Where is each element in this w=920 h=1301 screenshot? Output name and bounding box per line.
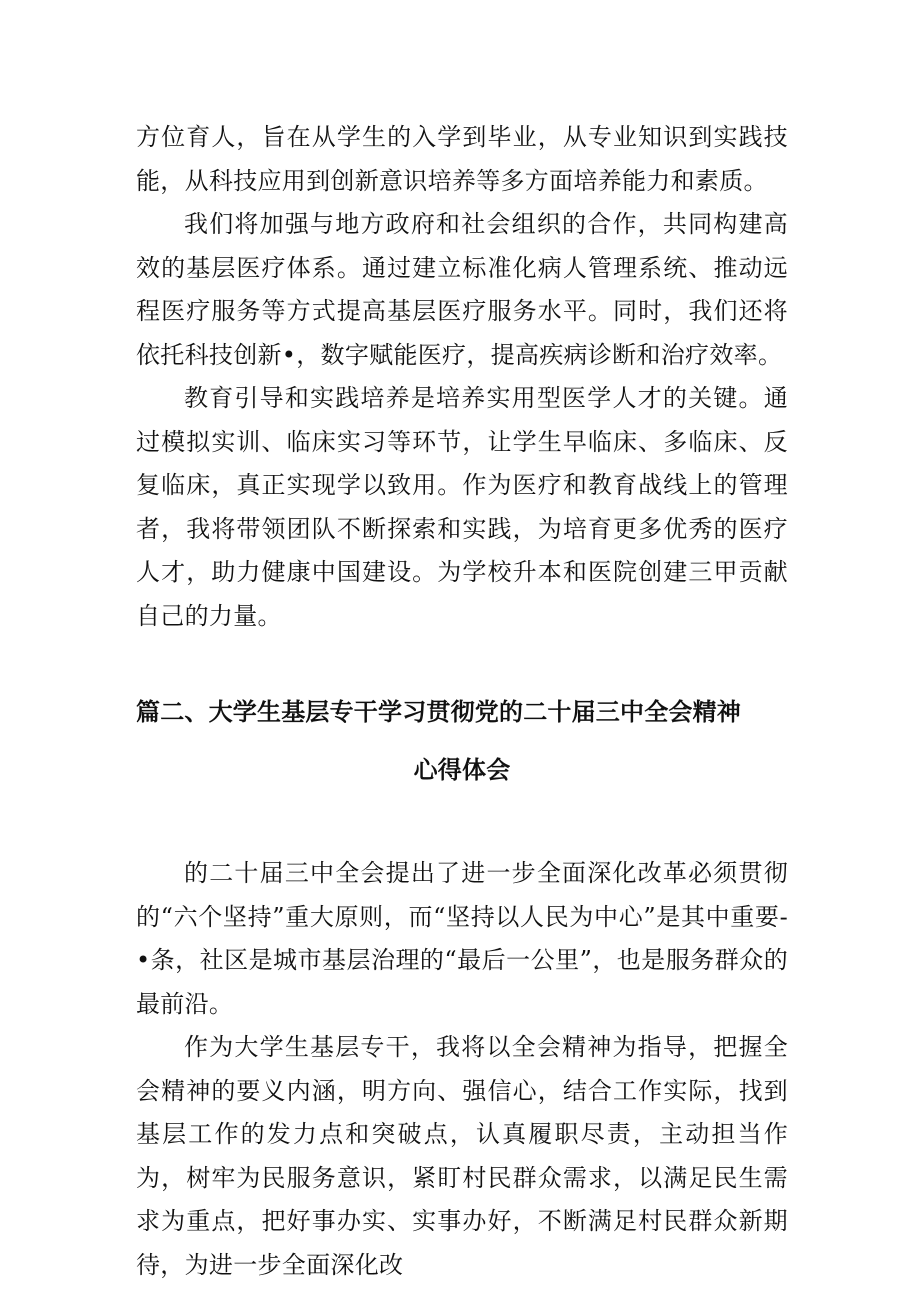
section-subtitle: 心得体会 — [413, 756, 511, 784]
paragraph-medical-cooperation: 我们将加强与地方政府和社会组织的合作，共同构建高效的基层医疗体系。通过建立标准化病人管理系统、推动远程医疗服务等方式提高基层医疗服务水平。同时，我们还将依托科技创新•，数字赋能医疗，提高疾病诊断和治疗效率。 — [136, 210, 788, 369]
section-title: 篇二、大学生基层专干学习贯彻党的二十届三中全会精神 — [136, 698, 741, 726]
paragraph-grassroots-work: 作为大学生基层专干，我将以全会精神为指导，把握全会精神的要义内涵，明方向、强信心，结合工作实际，找到基层工作的发力点和突破点，认真履职尽责，主动担当作为，树牢为民服务意识，紧盯村民群众需求，以满足民生需求为重点，把好事办实、实事办好，不断满足村民群众新期待，为进一步全面深化改 — [136, 1033, 788, 1279]
document-body — [136, 116, 788, 1287]
paragraph-education-practice: 教育引导和实践培养是培养实用型医学人才的关键。通过模拟实训、临床实习等环节，让学生早临床、多临床、反复临床，真正实现学以致用。作为医疗和教育战线上的管理者，我将带领团队不断探索和实践，为培育更多优秀的医疗人才，助力健康中国建设。为学校升本和医院创建三甲贡献自己的力量。 — [136, 384, 788, 630]
paragraph-continuation: 方位育人，旨在从学生的入学到毕业，从专业知识到实践技能，从科技应用到创新意识培养等多方面培养能力和素质。 — [136, 123, 788, 195]
paragraph-plenum-principle: 的二十届三中全会提出了进一步全面深化改革必须贯彻的“六个坚持”重大原则，而“坚持以人民为中心”是其中重要-•条，社区是城市基层治理的“最后一公里”，也是服务群众的最前沿。 — [136, 859, 788, 1018]
